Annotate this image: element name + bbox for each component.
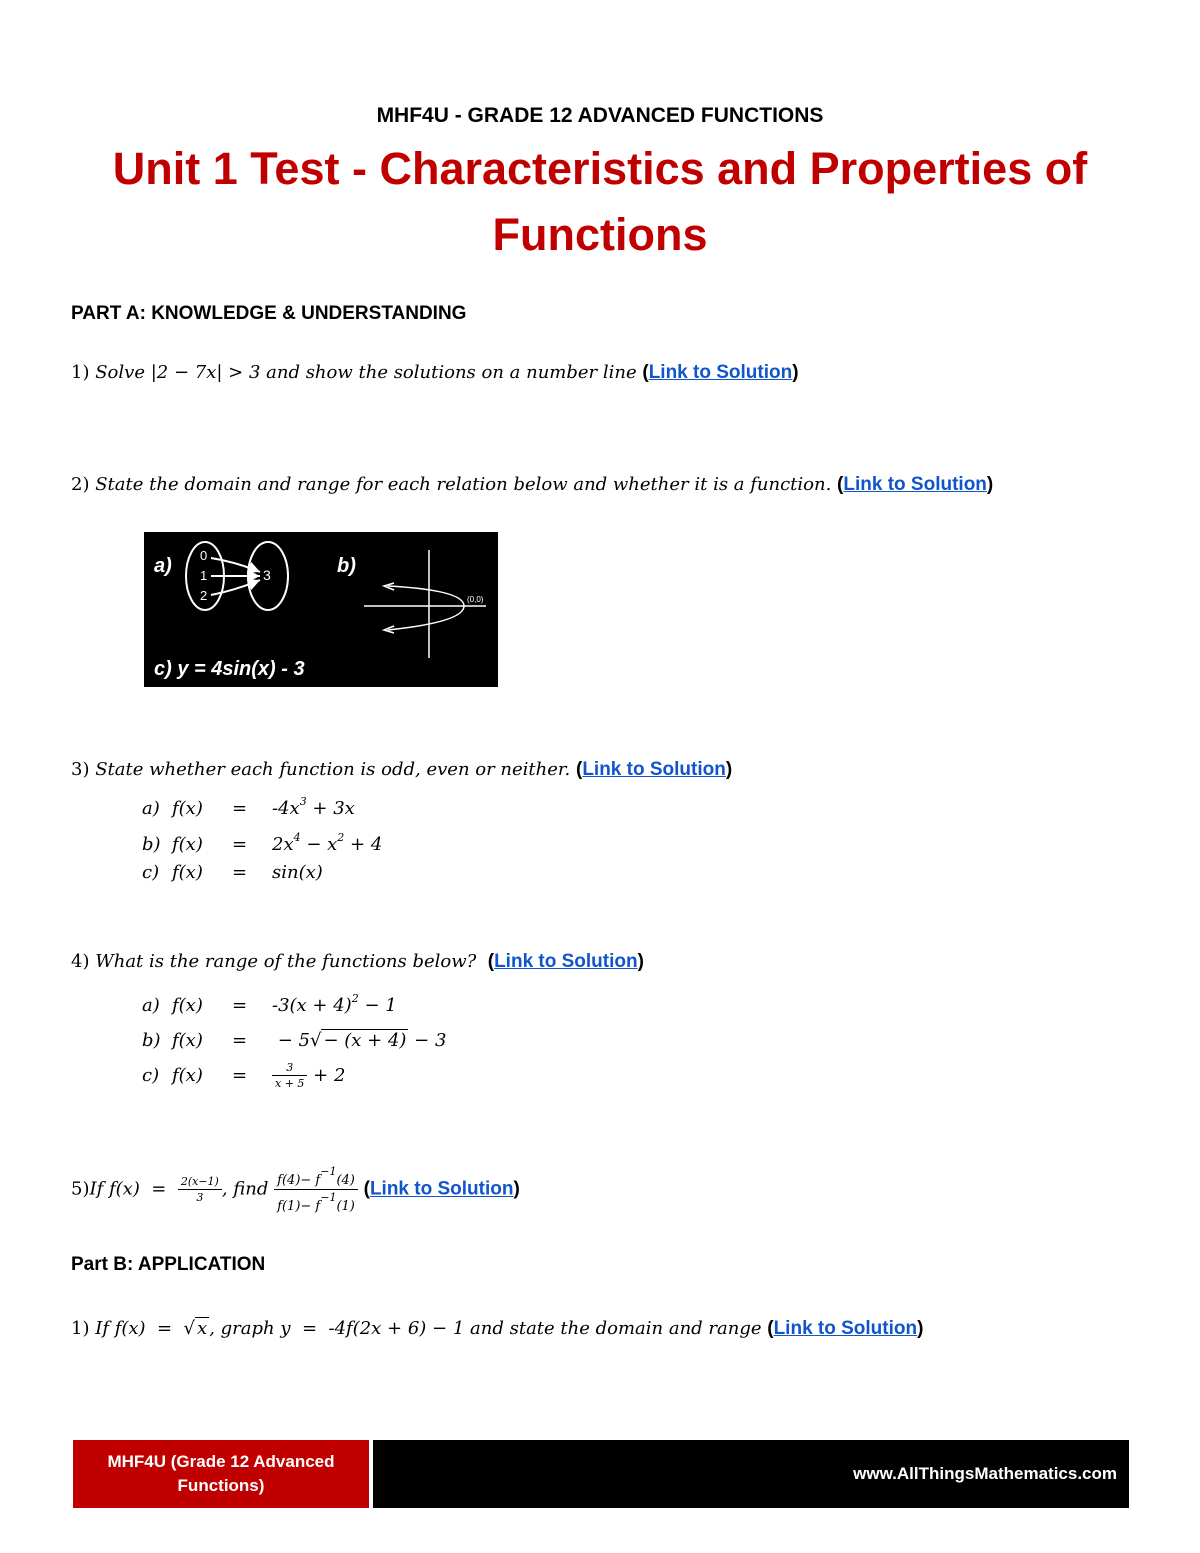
- item-label: a): [142, 798, 160, 819]
- question-text: and state the domain and range: [470, 1318, 762, 1339]
- item-eq: =: [232, 798, 248, 819]
- item-fx: f(x): [172, 862, 203, 883]
- item-rhs: $-4x^3 + 3x$: [272, 795, 355, 819]
- item-label: c): [142, 862, 160, 883]
- footer-website: [373, 1440, 1129, 1508]
- label-a: a): [154, 555, 172, 577]
- question-expression: |2 − 7x| > 3: [150, 362, 261, 383]
- q3-item-b: [142, 831, 382, 855]
- item-eq: =: [232, 834, 248, 855]
- item-rhs: $2x^4 - x^2 + 4$: [272, 831, 383, 855]
- question-text: and show the solutions on a number line: [266, 362, 637, 383]
- fraction: $\frac{3}{x + 5}$: [272, 1061, 307, 1090]
- question-text: State whether each function is odd, even or neither.: [95, 759, 571, 780]
- question-text: Solve: [95, 362, 145, 383]
- mapping-arrow: [211, 580, 260, 595]
- question-number: 4): [71, 951, 90, 972]
- solution-link-a5[interactable]: Link to Solution: [369, 1178, 514, 1200]
- footer-course: [73, 1440, 369, 1508]
- item-eq: =: [232, 1064, 248, 1086]
- item-fx: f(x): [172, 1030, 203, 1051]
- solution-link-a3[interactable]: Link to Solution: [582, 759, 726, 780]
- question-a4: [71, 951, 644, 973]
- question-number: 3): [71, 759, 90, 780]
- item-fx: f(x): [172, 834, 203, 855]
- item-fx: f(x): [172, 798, 203, 819]
- item-rhs: $-3(x + 4)^2 - 1$: [272, 992, 397, 1016]
- domain-value: 2: [200, 588, 208, 603]
- link-wrapper: (Link to Solution): [363, 1178, 520, 1200]
- equals-sign: =: [151, 1178, 167, 1200]
- solution-link-a2[interactable]: Link to Solution: [843, 474, 987, 495]
- question-a2: [71, 474, 993, 496]
- part-a-heading: PART A: KNOWLEDGE & UNDERSTANDING: [71, 303, 467, 324]
- item-eq: =: [232, 1030, 248, 1051]
- link-wrapper: (Link to Solution): [642, 362, 799, 383]
- question-a1: [71, 362, 799, 384]
- link-wrapper: (Link to Solution): [837, 474, 994, 495]
- part-b-heading: Part B: APPLICATION: [71, 1254, 266, 1275]
- footer-course-text: MHF4U (Grade 12 Advanced Functions): [107, 1452, 335, 1495]
- parabola-curve: [388, 586, 464, 630]
- solution-link-b1[interactable]: Link to Solution: [773, 1318, 918, 1339]
- item-eq: =: [232, 862, 248, 883]
- item-label: a): [142, 995, 160, 1016]
- course-heading: MHF4U - GRADE 12 ADVANCED FUNCTIONS: [376, 104, 824, 127]
- vertex-label: (0,0): [467, 595, 484, 604]
- relations-figure: [144, 532, 498, 687]
- mapping-arrow: [211, 558, 260, 572]
- q3-item-c: [142, 862, 323, 883]
- item-eq: =: [232, 995, 248, 1016]
- fraction-fx: [178, 1175, 222, 1204]
- solution-link-a4[interactable]: Link to Solution: [494, 951, 638, 972]
- question-b1: 1) If f(x) = √ x , graph y = -4f(2x + 6) − 1 and state the domain and range (Link to Solution): [71, 1318, 924, 1339]
- item-label: c): [142, 1064, 160, 1086]
- fraction-expression: $\frac{f(4)- f^{-1}(4)}{f(1)- f^{-1}(1)}$: [274, 1165, 358, 1214]
- solution-link-a1[interactable]: Link to Solution: [648, 362, 793, 383]
- question-number: 1): [71, 1318, 90, 1339]
- q4-item-b: [142, 1030, 446, 1051]
- question-number: 5): [71, 1178, 90, 1200]
- question-text: What is the range of the functions below?: [95, 951, 477, 972]
- fraction-numerator: 2(x−1): [178, 1175, 222, 1190]
- q4-item-a: [142, 992, 397, 1016]
- relations-diagram: [144, 532, 498, 687]
- fraction-denominator: 3: [196, 1191, 204, 1204]
- question-text: , find: [221, 1178, 269, 1200]
- q4-item-c: [142, 1061, 345, 1090]
- item-label: b): [142, 1030, 161, 1051]
- question-number: 1): [71, 362, 90, 383]
- question-text: If f(x): [95, 1318, 146, 1339]
- question-text: graph y: [220, 1318, 291, 1339]
- range-value: 3: [263, 567, 271, 583]
- item-fx: f(x): [172, 995, 203, 1016]
- question-text: State the domain and range for each relation below and whether it is a function.: [95, 474, 832, 495]
- question-text: If f(x): [89, 1178, 140, 1200]
- label-b: b): [337, 555, 356, 577]
- q3-item-a: [142, 795, 355, 819]
- page-title: Unit 1 Test - Characteristics and Properties of Functions: [112, 143, 1088, 260]
- item-fx: f(x): [172, 1064, 203, 1086]
- item-rhs: $\frac{3}{x + 5}$ + 2: [272, 1065, 345, 1086]
- domain-value: 0: [200, 548, 208, 563]
- item-label: b): [142, 834, 161, 855]
- link-wrapper: (Link to Solution): [487, 951, 644, 972]
- question-a3: [71, 759, 732, 781]
- label-c: c) y = 4sin(x) - 3: [154, 658, 305, 680]
- link-wrapper: (Link to Solution): [767, 1318, 924, 1339]
- item-rhs: sin(x): [272, 862, 323, 883]
- footer-website-text[interactable]: www.AllThingsMathematics.com: [853, 1464, 1117, 1483]
- link-wrapper: (Link to Solution): [575, 759, 733, 780]
- item-rhs: − 5√ − (x + 4) − 3: [272, 1030, 447, 1051]
- question-expression: -4f(2x + 6) − 1: [328, 1318, 465, 1339]
- question-a5: [71, 1165, 520, 1214]
- question-number: 2): [71, 474, 90, 495]
- domain-value: 1: [200, 568, 208, 583]
